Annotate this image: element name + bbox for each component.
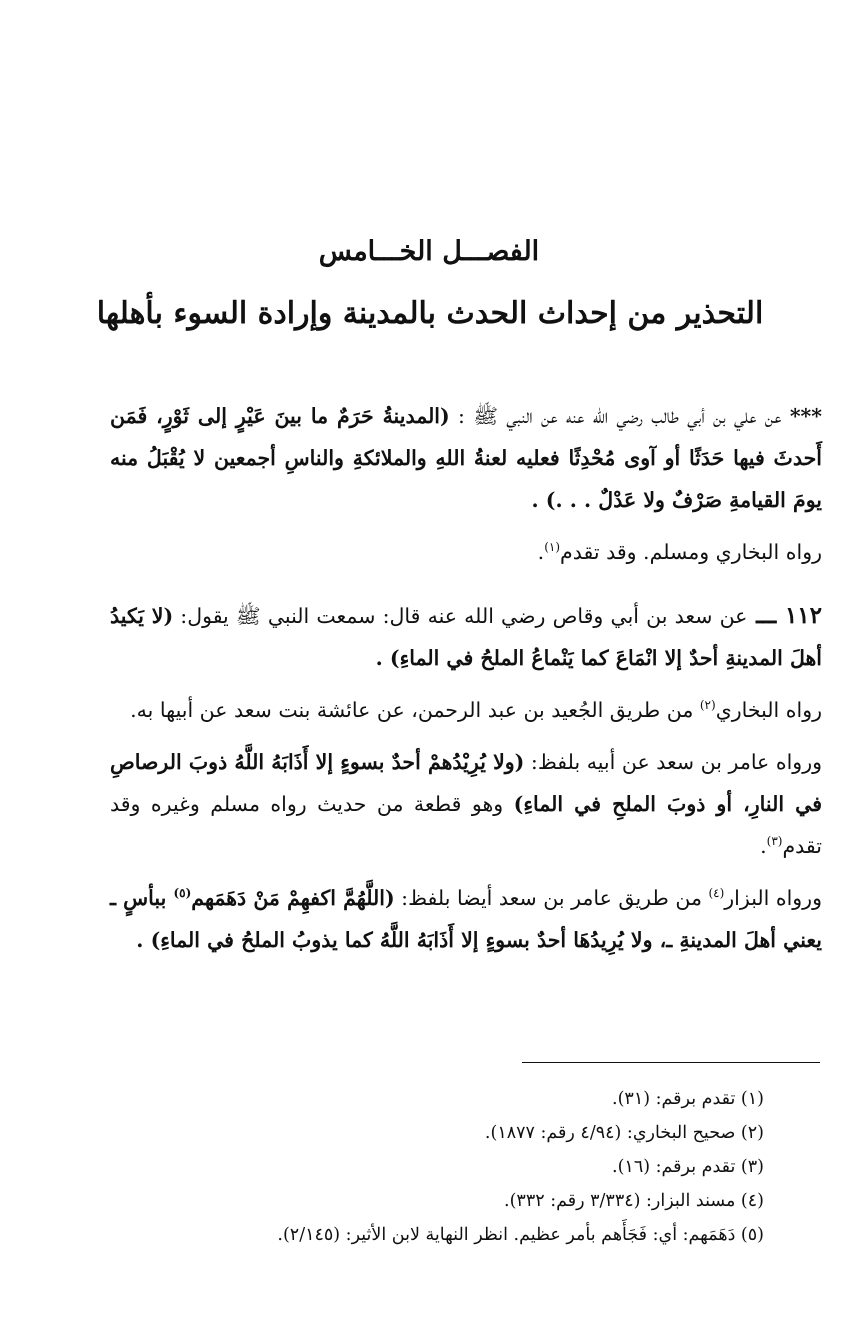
- hadith-intro: عن سعد بن أبي وقاص رضي الله عنه قال: سمعت النبي ﷺ يقول:: [173, 604, 748, 628]
- footnote-divider: [522, 1062, 820, 1063]
- chapter-title: الفصـــل الخـــامس: [318, 236, 540, 267]
- narration-amir: ورواه عامر بن سعد عن أبيه بلفظ: (ولا يُرِيْدُهمْ أحدٌ بسوءٍ إلا أَذَابَهُ اللَّهُ ذوبَ الرصاصِ في النارِ، أو ذوبَ الملحِ في الماءِ) وهو قطعة من حديث رواه مسلم وغيره وقد تقدم$^{(٣)}$.: [110, 750, 822, 858]
- hadith-text: (المدينةُ حَرَمٌ ما بينَ عَيْرٍ إلى ثَوْرٍ، فَمَن أَحدثَ فيها حَدَثًا أو آوى مُحْدِثًا فعليه لعنةُ اللهِ والملائكةِ والناسِ أجمعين لا يُقْبَلُ منه يومَ القيامةِ صَرْفٌ ولا عَدْلٌ . . .) .: [110, 404, 822, 512]
- hadith-number: ١١٢: [784, 602, 822, 629]
- narration-bazzar: ورواه البزار$^{(٤)}$ من طريق عامر بن سعد أيضا بلفظ: (اللَّهُمَّ اكفهِمْ مَنْ دَهَمَهم$^{(٥)}$ ببأسٍ ـ يعني أهلَ المدينةِ ـ، ولا يُرِيدُهَا أحدٌ بسوءٍ إلا أَذَابَهُ اللَّهُ كما يذوبُ الملحُ في الماءِ) .: [110, 886, 822, 952]
- hadith-text: (لا يَكيدُ أهلَ المدينةِ أحدٌ إلا انْمَاعَ كما يَنْماعُ الملحُ في الماءِ) .: [110, 604, 822, 670]
- footnote-ref: (١): [544, 540, 561, 555]
- footnote-ref: (٢): [699, 698, 716, 713]
- footnote-2: (٢) صحيح البخاري: (٤/٩٤ رقم: ١٨٧٧).: [484, 1123, 764, 1143]
- footnote-5: (٥) دَهَمَهم: أي: فَجَأَهم بأمر عظيم. انظر النهاية لابن الأثير: (٢/١٤٥).: [277, 1225, 764, 1245]
- footnotes: [110, 1082, 764, 1252]
- narration-bukhari: رواه البخاري$^{(٢)}$ من طريق الجُعيد بن عبد الرحمن، عن عائشة بنت سعد عن أبيها به.: [130, 698, 822, 722]
- main-text: [110, 395, 822, 971]
- hadith-intro: عن علي بن أبي طالب رضي الله عنه عن النبي ﷺ :: [449, 404, 782, 428]
- hadith-1: [110, 395, 822, 521]
- hadith-marker: ***: [789, 404, 822, 428]
- chapter-subtitle: التحذير من إحداث الحدث بالمدينة وإرادة السوء بأهلها: [96, 296, 764, 331]
- hadith-112: ١١٢ ـــ عن سعد بن أبي وقاص رضي الله عنه قال: سمعت النبي ﷺ يقول: (لا يَكيدُ أهلَ المدينةِ أحدٌ إلا انْمَاعَ كما يَنْماعُ الملحُ في الماءِ) .: [110, 602, 822, 670]
- footnote-1: (١) تقدم برقم: (٣١).: [612, 1089, 764, 1109]
- footnote-4: (٤) مسند البزار: (٣/٣٣٤ رقم: ٣٣٢).: [504, 1191, 764, 1211]
- hadith-1-source: رواه البخاري ومسلم. وقد تقدم$^{(١)}$.: [537, 540, 822, 564]
- footnote-3: (٣) تقدم برقم: (١٦).: [612, 1157, 764, 1177]
- footnote-ref: (٤): [708, 886, 725, 901]
- footnote-ref: (٣): [766, 834, 783, 849]
- footnote-ref: (٥): [173, 886, 192, 901]
